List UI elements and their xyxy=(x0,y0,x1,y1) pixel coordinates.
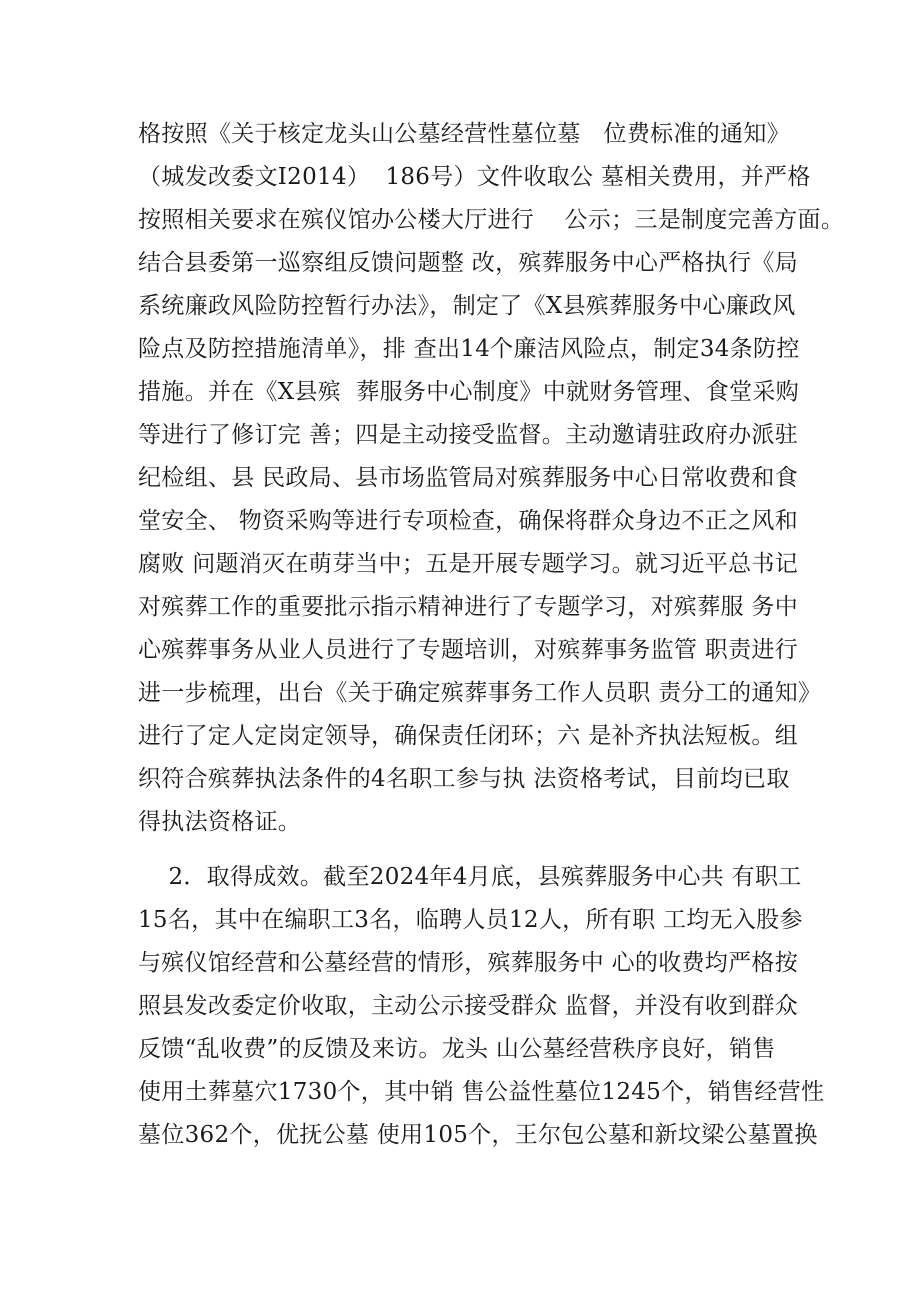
text-line: 2．取得成效。截至2024年4月底，县殡葬服务中心共 有职工 xyxy=(138,864,802,890)
text-line: 结合县委第一巡察组反馈问题整 改，殡葬服务中心严格执行《局 xyxy=(138,250,799,276)
text-line: 照县发改委定价收取，主动公示接受群众 监督，并没有收到群众 xyxy=(138,993,799,1019)
text-line: 反馈“乱收费”的反馈及来访。龙头 山公墓经营秩序良好，销售 xyxy=(138,1036,776,1062)
text-line: 墓位362个，优抚公墓 使用105个，王尔包公墓和新坟梁公墓置换 xyxy=(138,1122,818,1148)
text-line: 系统廉政风险防控暂行办法》，制定了《X县殡葬服务中心廉政风 xyxy=(138,293,796,319)
paragraph-1 xyxy=(138,113,845,844)
text-line: 与殡仪馆经营和公墓经营的情形，殡葬服务中 心的收费均严格按 xyxy=(138,950,799,976)
text-line: 等进行了修订完 善；四是主动接受监督。主动邀请驻政府办派驻 xyxy=(138,422,799,448)
paragraph-2 xyxy=(138,856,825,1157)
text-line: 格按照《关于核定龙头山公墓经营性墓位墓 位费标准的通知》 xyxy=(138,121,790,147)
text-line: （城发改委文I2014） 186号）文件收取公 墓相关费用，并严格 xyxy=(138,164,811,190)
text-line: 堂安全、 物资采购等进行专项检查，确保将群众身边不正之风和 xyxy=(138,508,799,534)
text-line: 对殡葬工作的重要批示指示精神进行了专题学习，对殡葬服 务中 xyxy=(138,594,799,620)
text-line: 腐败 问题消灭在萌芽当中；五是开展专题学习。就习近平总书记 xyxy=(138,551,799,577)
text-line: 织符合殡葬执法条件的4名职工参与执 法资格考试，目前均已取 xyxy=(138,766,790,792)
body-text xyxy=(138,113,845,1157)
text-line: 按照相关要求在殡仪馆办公楼大厅进行 公示；三是制度完善方面。 xyxy=(138,207,845,233)
text-line: 进行了定人定岗定领导，确保责任闭环；六 是补齐执法短板。组 xyxy=(138,723,799,749)
text-line: 得执法资格证。 xyxy=(138,809,302,835)
text-line: 使用土葬墓穴1730个，其中销 售公益性墓位1245个，销售经营性 xyxy=(138,1079,825,1105)
text-line: 心殡葬事务从业人员进行了专题培训，对殡葬事务监管 职责进行 xyxy=(138,637,799,663)
text-line: 进一步梳理，出台《关于确定殡葬事务工作人员职 责分工的通知》 xyxy=(138,680,822,706)
text-line: 措施。并在《X县殡 葬服务中心制度》中就财务管理、食堂采购 xyxy=(138,379,799,405)
paragraph-spacer xyxy=(138,844,802,856)
text-line: 15名，其中在编职工3名，临聘人员12人，所有职 工均无入股参 xyxy=(138,907,803,933)
text-line: 纪检组、县 民政局、县市场监管局对殡葬服务中心日常收费和食 xyxy=(138,465,799,491)
text-line: 险点及防控措施清单》，排 查出14个廉洁风险点，制定34条防控 xyxy=(138,336,800,362)
